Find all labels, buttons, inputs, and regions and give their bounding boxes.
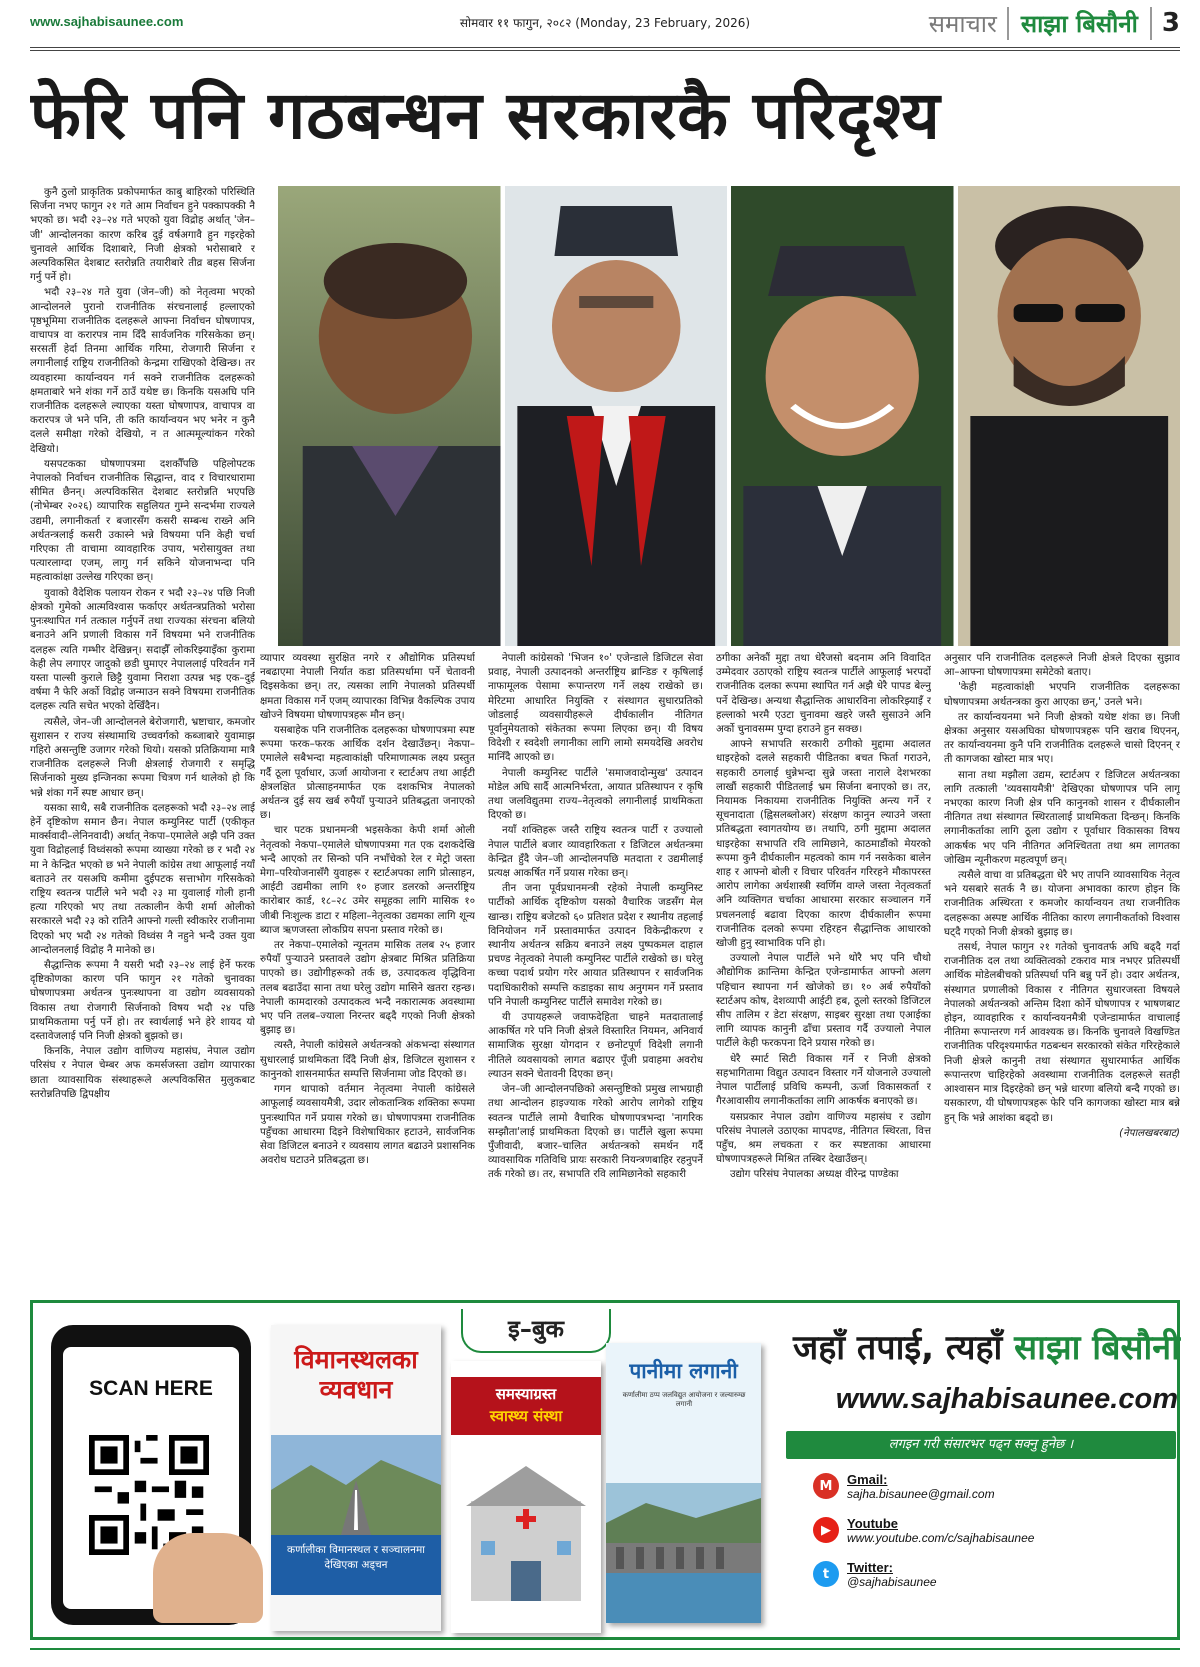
book-title-band (451, 1377, 601, 1435)
article-column-4 (716, 652, 931, 1280)
scan-here-label: SCAN HERE (89, 1377, 213, 1400)
brand-name: साझा बिसौनी (1009, 7, 1152, 40)
site-url[interactable]: www.sajhabisaunee.com (30, 14, 184, 29)
source-credit: (नेपालखबरबाट) (1119, 1127, 1180, 1139)
slogan-brand: साझा बिसौनी (1014, 1328, 1180, 1368)
paragraph: आफ्ने सभापति सरकारी ठगीको मुद्दामा अदालत धाइरहेको दलले सहकारी पीडितका बचत फिर्ता गराउने, सहकारी ठगलाई धुन्नेभन्दा सुन्ने जस्ता नाराले देशभरका लाखौं सहकारी पीडितलाई भ्रम सिर्जना बनाएको छ। तर, नियामक निकायमा राजनीतिक नियुक्ति अन्त्य गर्ने र सूचनादाता (ह्विसलब्लोअर) संरक्षण कानुन ल्याउने जस्ता प्रतिबद्धता स्वागतयोग्य छ। तथापि, ठगी मुद्दामा अदालत धाइरहेका सभापति रवि लामिछाने, काठमाडौंको मेयरको रूपमा कुनै दीर्घकालीन महत्वको काम गर्न नसकेका बालेन शाह र आफ्नो बोली र विचार परिवर्तन गरिरहने मौकापरस्त आरोप लागेका अर्थशास्त्री स्वर्णिम वाग्ले जस्ता नेतृत्वकर्ता अनि व्यक्तिगत चर्चाका आधारमा सरकार सञ्चालन गर्ने प्रचलनलाई बढावा दिएका कारण दीर्घकालीन रूपमा राजनीतिक दलको रूपमा रहिरहन सैद्धान्तिक आधारको खोजी हुनु स्वाभाविक पनि हो। (716, 739, 931, 950)
paragraph: उज्यालो नेपाल पार्टीले भने थोरै भए पनि चौथो औद्योगिक क्रान्तिमा केन्द्रित एजेन्डामार्फत आफ्नो अलग पहिचान स्थापना गर्न खोजेको छ। १० अर्ब रुपैयाँको स्टार्टअप कोष, देशव्यापी आईटी हब, ठूलो स्तरको डिजिटल सीप तालिम र डेटा संरक्षण, साइबर सुरक्षा तथा एआईका लागि व्यापक कानुनी ढाँचा प्रस्ताव गर्दै उज्यालो नेपाल पार्टीले केही फरकपना दिने प्रयास गरेको छ। (716, 953, 931, 1050)
article-column-2 (260, 652, 475, 1280)
contact-text (847, 1473, 995, 1501)
book-subtitle: कर्णालीमा ठप्प जलविद्युत आयोजना र जल्यारुम्छ लगानी (622, 1391, 746, 1408)
footer-rule (30, 1648, 1180, 1650)
paragraph: तसर्थ, नेपाल फागुन २१ गतेको चुनावतर्फ अघि बढ्दै गर्दा राजनीतिक दल तथा व्यक्तित्वको टकराव मात्र नभएर प्रतिस्पर्धी आर्थिक मोडेलबीचको प्रतिस्पर्धा पनि बन्नु पर्ने हो। उदार अर्थतन्त्र, संस्थागत प्रणालीको विकास र नीतिगत सुधारजस्ता विषयले नेपालको अर्थतन्त्रको अन्तिम दिशा कोर्ने घोषणापत्र र भाषणबाट होइन, व्यावहारिक र कार्यान्वयनमैत्री एजेन्डामार्फत वाचालाई नीतिमा रूपान्तरण गर्न आवश्यक छ। किनकि चुनावले विखण्डित राजनीतिक परिदृश्यमार्फत गठबन्धन सरकारको संकेत गरिरहेकाले निजी क्षेत्रले कानुनी तथा संस्थागत सुधारमार्फत आर्थिक रूपान्तरण चाहिरहेको अवस्थामा राजनीतिक दलहरूले सतही आश्वासन मात्र दिइरहेको छन् भन्ने धारणा बलियो बन्दै गएको छ। यसकारण, यी घोषणापत्रहरू फेरि पनि कागजका खोस्टा मात्र बन्ने हुन् कि भन्ने आशंका बढ्दो छ। (944, 942, 1180, 1124)
photo-leader-2 (505, 186, 728, 646)
hand-illustration (153, 1533, 263, 1623)
ad-login-strip: लगइन गरी संसारभर पढ्न सक्नु हुनेछ । (786, 1431, 1176, 1459)
ebook-label: इ–बुक (461, 1309, 611, 1353)
dam-illustration (606, 1483, 761, 1623)
paragraph: यसप्रकार नेपाल उद्योग वाणिज्य महासंघ र उद्योग परिसंघ नेपालले उठाएका मापदण्ड, नीतिगत स्थिरता, वित्त पहुँच, श्रम लचकता र कर स्पष्टताका आधारमा घोषणापत्रहरूले मिश्रित तस्बिर देखाउँछन्। (716, 1111, 931, 1166)
runway-illustration (271, 1435, 441, 1535)
paragraph: सैद्धान्तिक रूपमा नै यसरी भदौ २३–२४ लाई हेर्ने फरक दृष्टिकोणका कारण पनि फागुन २१ गतेको चुनावका घोषणापत्रमा अर्थतन्त्र पुनःस्थापना वा उद्योग व्यवसायको विकास तथा रोजगारी सिर्जनाको विषय भदौ २४ पछि प्राथमिकतामा पर्नु पर्ने हो। तर स्वार्थलाई भने हेरे शायद यो दस्तावेजलाई पनि निजी क्षेत्रको बुझको छ। (30, 959, 255, 1042)
paragraph: व्यापार व्यवस्था सुरक्षित नगरे र औद्योगिक प्रतिस्पर्धा नबढाएमा नेपाली निर्यात कडा प्रतिस्पर्धामा पर्ने चेतावनी दिइसकेका छन्। तर, त्यसका लागि नेपालको प्रतिस्पर्धी क्षमता विकास गर्ने एजम् व्यापारका विभिन्न वैकल्पिक उपाय खोज्ने विषयमा घोषणापत्रहरू मौन छन्। (260, 653, 475, 721)
header-rule-second (30, 50, 1180, 51)
book-subtitle: स्वास्थ्य संस्था (489, 1407, 563, 1425)
paragraph: त्यसैले वाचा वा प्रतिबद्धता धेरै भए तापनि व्यावसायिक नेतृत्व भने यसबारे सतर्क नै छ। योजना अभावका कारण होइन कि राजनीतिक अस्थिरता र कमजोर कार्यान्वयन तथा राजनीतिक दलहरूका अस्पष्ट आर्थिक नीतिका कारण लगानीकर्ताको विश्वास घट्दै गएको निजी क्षेत्रको बुझाइ छ। (944, 870, 1180, 938)
paragraph: तर नेकपा–एमालेको न्यूनतम मासिक तलब २५ हजार रुपैयाँ पुऱ्याउने प्रस्तावले उद्योग क्षेत्रबाट मिश्रित प्रतिक्रिया पाएको छ। उद्योगीहरूको तर्क छ, उत्पादकत्व वृद्धिविना तलब बढाउँदा साना तथा घरेलु उद्योग मासिने खतरा रहन्छ। नेपाली कामदारको उत्पादकत्व भन्दै नकारात्मक अवस्थामा भए पनि तलब–ज्याला निरन्तर बढ्दै गएको निजी क्षेत्रको बुझाइ छ। (260, 940, 475, 1037)
gmail-icon: M (813, 1473, 839, 1499)
header-rule (30, 47, 1180, 48)
contact-text (847, 1561, 937, 1589)
photo-leader-4 (958, 186, 1181, 646)
book-cover-health[interactable] (451, 1361, 601, 1633)
section-label: समाचार (929, 7, 1009, 40)
book-title: पानीमा लगानी (629, 1359, 738, 1383)
paragraph: किनकि, नेपाल उद्योग वाणिज्य महासंघ, नेपाल उद्योग परिसंघ र नेपाल चेम्बर अफ कमर्सजस्ता उद्योग व्यापारका छाता व्यावसायिक संस्थाहरूले अल्पविकसित मुलुकबाट स्तरोन्नतिपछि द्विपक्षीय (30, 1046, 255, 1100)
book-cover-hydro[interactable] (606, 1343, 761, 1623)
paragraph: ठगीका अनेकौं मुद्दा तथा धेरैजसो बदनाम अनि विवादित उम्मेदवार उठाएको राष्ट्रिय स्वतन्त्र पार्टीले आफूलाई भरपर्दो राजनीतिक दलका रूपमा स्थापित गर्न अझै धेरै पापड बेल्नु पर्ने देखिन्छ। अन्यथा सैद्धान्तिक आधारविना लोकरिझ्याइँ र हल्लाको भरमै एउटा चुनावमा खहरे जस्तै सुसाउने अनि अर्को चुनावसम्म पुग्दा हराउने हुन सक्छ। (716, 653, 931, 736)
paragraph: तीन जना पूर्वप्रधानमन्त्री रहेको नेपाली कम्युनिस्ट पार्टीको आर्थिक दृष्टिकोण यसको वैचारिक जडसँग मेल खान्छ। राष्ट्रिय बजेटको ६० प्रतिशत प्रदेश र स्थानीय तहलाई विनियोजन गर्ने प्रस्तावमार्फत उत्पादन विकेन्द्रीकरण र स्थानीय अर्थतन्त्र सक्रिय बनाउने लक्ष्य पुष्पकमल दाहाल प्रचण्ड नेतृत्वको नेपाली कम्युनिस्ट पार्टीले राखेको छ। घरेलु कच्चा पदार्थ प्रयोग गरेर आयात प्रतिस्थापन र सार्वजनिक पदाधिकारीको सम्पत्ति कडाइका साथ अनुगमन गर्ने प्रस्ताव पनि नेपाली कम्युनिस्ट पार्टीले समावेश गरेको छ। (488, 883, 703, 1008)
paragraph: नेपाली कम्युनिस्ट पार्टीले 'समाजवादोन्मुख' उत्पादन मोडेल अघि सार्दै आत्मनिर्भरता, आयात प्रतिस्थापन र कृषि तथा जलविद्युतमा राज्य–नेतृत्वको लगानीलाई प्राथमिकता दिएको छ। (488, 767, 703, 822)
contact-gmail[interactable] (813, 1473, 995, 1501)
paragraph: 'केही महत्वाकांक्षी भएपनि राजनीतिक दलहरूका घोषणापत्रमा अर्थतन्त्रका कुरा आएका छन्,' उनले भने। (944, 682, 1180, 708)
contact-label: Youtube (847, 1516, 899, 1531)
paragraph: यी उपायहरूले जवाफदेहिता चाहने मतदातालाई आकर्षित गरे पनि निजी क्षेत्रले विस्तारित नियमन, अनिवार्य सामाजिक सुरक्षा योगदान र छनोटपूर्ण विदेशी लगानी नीतिले व्यवसायको लागत बढाएर पूँजी प्रवाहमा अवरोध ल्याउन सक्ने चेतावनी दिएका छन्। (488, 1012, 703, 1080)
paragraph: साना तथा मझौला उद्यम, स्टार्टअप र डिजिटल अर्थतन्त्रका लागि तत्काली 'व्यवसायमैत्री' देखिएका घोषणापत्र पनि लागू नभएका कारण निजी क्षेत्र पनि कानुनको शासन र दीर्घकालीन नीतिगत तथा संस्थागत स्थिरतालाई प्राथमिकता दिन्छन्। किनकि लगानीकर्ताका लागि ठूला उद्योग र पूर्वाधार विकासका विषय आकर्षक भए पनि नीतिगत अनिश्चितता तथा श्रम लागतका जोखिम न्यूनीकरण महत्वपूर्ण छन्। (944, 769, 1180, 866)
contact-label: Twitter: (847, 1560, 893, 1575)
paragraph: यसबाहेक पनि राजनीतिक दलहरूका घोषणापत्रमा स्पष्ट रूपमा फरक–फरक आर्थिक दर्शन देखाउँछन्। नेकपा–एमालेले सबैभन्दा महत्वाकांक्षी परिमाणात्मक लक्ष्य प्रस्तुत गर्दै ठूला पूर्वाधार, ऊर्जा आयोजना र स्टार्टअप तथा आईटी क्षेत्रलक्षित प्रोत्साहनमार्फत एक दशकभित्र नेपालको अर्थतन्त्र दुई सय खर्ब रुपैयाँ पुऱ्याउने प्रतिबद्धता जनाएको छ। (260, 725, 475, 822)
ad-website-url[interactable]: www.sajhabisaunee.com (835, 1383, 1178, 1415)
photo-leader-3 (731, 186, 954, 646)
paragraph: युवाको वैदेशिक पलायन रोकन र भदौ २३–२४ पछि निजी क्षेत्रको गुमेको आत्मविश्वास फर्काएर अर्थतन्त्रप्रतिको भरोसा पुनःस्थापित गर्न तत्काल गर्नुपर्ने तथा राज्यका संरचना बलियो बनाउने अनि प्रणाली विकास गर्ने विषयमा भने राजनीतिक दलहरू त्यति गम्भीर देखिन्नन्। सदाझैँ लोकरिझ्याइँका कुरामा केही लेप लगाएर जादुको छडी घुमाएर नेपाललाई परिवर्तन गर्ने यस्ता पाल्सी कुराले छिट्टै युवामा निराशा उत्पन्न भइ एक–दुई वर्षमा नै फेरि अर्को विद्रोह जन्माउन सक्ने विषयमा राजनीतिक दलहरू त्यति सचेत भएको देखिँदैन। (30, 587, 255, 713)
slogan-text: जहाँ तपाई, त्यहाँ (793, 1328, 1003, 1368)
politician-photos (278, 186, 1180, 646)
paragraph: त्यस्तै, नेपाली कांग्रेसले अर्थतन्त्रको अंकभन्दा संस्थागत सुधारलाई प्राथमिकता दिँदै निजी क्षेत्र, डिजिटल सुशासन र कानुनको शासनमार्फत सम्पत्ति सिर्जनामा जोड दिएको छ। (260, 1040, 475, 1080)
paragraph: गगन थापाको वर्तमान नेतृत्वमा नेपाली कांग्रेसले आफूलाई व्यवसायमैत्री, उदार लोकतान्त्रिक शक्तिका रूपमा पुनःस्थापित गर्ने प्रयास गरेको छ। घोषणापत्रमा राजनीतिक पहुँचका आधारमा दिइने विशेषाधिकार हटाउने, सार्वजनिक सेवा डिजिटल बनाउने र व्यवसाय लागत बढाउने प्रशासनिक अवरोध घटाउने प्रतिबद्धता छ। (260, 1084, 475, 1167)
paragraph: त्यसैले, जेन–जी आन्दोलनले बेरोजगारी, भ्रष्टाचार, कमजोर सुशासन र राज्य संस्थामाथि उच्चवर्गको कब्जाबारे युवामाझ गहिरो असन्तुष्टि उजागर गरेको थियो। यसको प्रतिक्रियामा मात्रै राजनीतिक दलहरूले निजी क्षेत्रलाई रोजगारी र समृद्धि सिर्जनाको मुख्य इन्जिनका रूपमा चित्रण गर्न थालेको हो कि भन्ने शंका गर्ने स्पष्ट आधार छन्। (30, 716, 255, 799)
paragraph: अनुसार पनि राजनीतिक दलहरूले निजी क्षेत्रले दिएका सुझाव आ–आफ्ना घोषणापत्रमा समेटेको बताए। (944, 653, 1180, 679)
contact-value[interactable]: sajha.bisaunee@gmail.com (847, 1487, 995, 1501)
page-number: 3 (1161, 8, 1180, 38)
book-title: विमानस्थलका व्यवधान (294, 1345, 418, 1404)
contact-youtube[interactable] (813, 1517, 1034, 1545)
contact-value[interactable]: www.youtube.com/c/sajhabisaunee (847, 1531, 1035, 1545)
ad-slogan (793, 1323, 1180, 1369)
twitter-icon: t (813, 1561, 839, 1587)
ebook-advertisement[interactable] (30, 1300, 1180, 1640)
headline: फेरि पनि गठबन्धन सरकारकै परिदृश्य (30, 77, 941, 154)
paragraph: नयाँ शक्तिहरू जस्तै राष्ट्रिय स्वतन्त्र पार्टी र उज्यालो नेपाल पार्टीले बजार व्यावहारिकता र डिजिटल अर्थतन्त्रमा केन्द्रित हुँदै जेन–जी आन्दोलनपछि मतदाता र उद्यमीलाई प्रत्यक्ष आकर्षित गर्ने प्रयास गरेका छन्। (488, 825, 703, 880)
article-column-3 (488, 652, 703, 1280)
book-cover-airport[interactable] (271, 1325, 441, 1631)
paragraph: नेपाली कांग्रेसको 'भिजन १०' एजेन्डाले डिजिटल सेवा प्रवाह, नेपाली उत्पादनको अन्तर्राष्ट्रिय ब्रान्डिङ र कृषिलाई नाफामूलक पेसामा रूपान्तरण गर्ने लक्ष्य राखेको छ। मेरिटमा आधारित नियुक्ति र संस्थागत सुधारप्रतिको जोडलाई व्यवसायीहरूले दीर्घकालीन नीतिगत पूर्वानुमेयताको संकेतका रूपमा लिएका छन्। यी विषय विदेशी र स्वदेशी लगानीका लागि लामो समयदेखि अवरोध मानिँदै आएको छ। (488, 653, 703, 764)
paragraph: भदौ २३–२४ गते युवा (जेन–जी) को नेतृत्वमा भएको आन्दोलनले पुरानो राजनीतिक संरचनालाई हल्लाएको पृष्ठभूमिमा राजनीतिक दलहरूले आफ्ना निर्वाचन घोषणापत्र, वाचापत्र वा करारपत्र नाम दिँदै सार्वजनिक गरिसकेका छन्। सरसर्ती हेर्दा तिनमा आर्थिक गरिमा, रोजगारी सिर्जना र लगानीलाई राष्ट्रिय राजनीतिको केन्द्रमा राखिएको देखिन्छ। तर व्यवहारमा कार्यान्वयन गर्न सक्ने राजनीतिक दलहरूको क्षमताबारे भने शंका गर्ने ठाउँ यथेष्ट छ। किनकि यसअघि पनि राजनीतिक दलहरूले ल्याएका यस्ता घोषणापत्र, वाचापत्र वा करारपत्र जे भने पनि, ती कति कार्यान्वयन भए भनेर न कुनै दलले समीक्षा गरेको देखियो, न त आत्ममूल्यांकन गरेको देखियो। (30, 287, 255, 455)
header-right (929, 6, 1180, 40)
youtube-icon: ▶ (813, 1517, 839, 1543)
paragraph: कुनै ठुलो प्राकृतिक प्रकोपमार्फत काबु बाहिरको परिस्थिति सिर्जना नभए फागुन २१ गते आम निर्वाचन हुने पक्कापक्की नै भएको छ। भदौ २३–२४ गते भएको युवा विद्रोह अर्थात् 'जेन–जी' आन्दोलनका कारण करिब दुई वर्षअगावै हुन गइरहेको चुनावले आर्थिक दिशाबारे, निजी क्षेत्रको भरोसाबारे र अल्पविकसित देशबाट स्तरोन्नति तयारीबारे तीव्र बहस सिर्जना गर्नु पर्ने हो। (30, 187, 255, 284)
article-column-1 (30, 186, 255, 1280)
paragraph: उद्योग परिसंघ नेपालका अध्यक्ष वीरेन्द्र पाण्डेका (730, 1169, 899, 1181)
contact-twitter[interactable] (813, 1561, 937, 1589)
contact-label: Gmail: (847, 1472, 888, 1487)
hospital-icon (461, 1461, 591, 1611)
paragraph: यसपटकका घोषणापत्रमा दशकौँपछि पहिलोपटक नेपालको निर्वाचन राजनीतिक सिद्धान्त, वाद र विचारधारामा सीमित छैनन्। अल्पविकसित देशबाट स्तरोन्नति भएपछि (नोभेम्बर २०२६) व्यापारिक सहुलियत गुम्ने सन्दर्भमा राज्यले उद्यमी, लगानीकर्ता र बजारसँग कसरी सम्बन्ध राख्ने अनि अर्थतन्त्रलाई कसरी उकास्ने भन्ने विषयमा पनि केही चर्चा गरिएका ती वाचामा व्यावहारिक उपाय, भरोसायुक्त तथा पत्यारलाग्दा एजम्, लागु गर्न सकिने योजनाभन्दा पनि महत्वाकांक्षा उल्लेख गरिएका छन्। (30, 458, 255, 584)
paragraph: यसका साथै, सबै राजनीतिक दलहरूको भदौ २३–२४ लाई हेर्ने दृष्टिकोण समान छैन। नेपाल कम्युनिस्ट पार्टी (एकीकृत मार्क्सवादी–लेनिनवादी) अर्थात् नेकपा–एमालेले अझै पनि उक्त युवा विद्रोहलाई विध्वंसको रूपमा व्याख्या गरेको छ र भदौ २४ मा ने केन्द्रित भएको छ भने नेपाली कांग्रेस तथा आफूलाई नयाँ बताउने तर यसअघि कमीमा दुईपटक सत्ताभोग गरिसकेको राष्ट्रिय स्वतन्त्र पार्टीले भने भदौ २३ मा युवालाई गोली हानी हत्या गरिएको भए तथा तत्कालीन केपी शर्मा ओलीको सरकारले भदौ २३ को रातिनै आफ्नो गल्ती स्वीकारेर राजीनामा दिएको भए भदौ २४ गतेको विध्वंस नै नहुने भन्दै उक्त युवा आन्दोलनलाई विद्रोह नै मानेको छ। (30, 802, 255, 956)
article-column-5 (944, 652, 1180, 1280)
contact-text (847, 1517, 1034, 1545)
paragraph: तर कार्यान्वयनमा भने निजी क्षेत्रको यथेष्ट शंका छ। निजी क्षेत्रका अनुसार यसअघिका घोषणापत्रहरू पनि खराब थिएनन्, तर कार्यान्वयनमा कुनै पनि राजनीतिक दलहरूले चासो दिएनन् र ती कागजका खोस्टा मात्र भए। (944, 711, 1180, 766)
contact-value[interactable]: @sajhabisaunee (847, 1575, 937, 1589)
page-header (30, 6, 1180, 46)
photo-leader-1 (278, 186, 501, 646)
paragraph: धेरै स्मार्ट सिटी विकास गर्ने र निजी क्षेत्रको सहभागितामा विद्युत उत्पादन विस्तार गर्ने योजनाले उज्यालो नेपाल पार्टीलाई प्रविधि कम्पनी, ऊर्जा विकासकर्ता र गैरआवासीय लगानीकर्ताका लागि आकर्षक बनाएको छ। (716, 1053, 931, 1108)
book-subtitle: कर्णालीका विमानस्थल र सञ्चालनमा देखिएका अड्चन (271, 1535, 441, 1595)
book-title: समस्याग्रस्त (495, 1385, 557, 1403)
paragraph: जेन–जी आन्दोलनपछिको असन्तुष्टिको प्रमुख लाभग्राही तथा आन्दोलन हाइज्याक गरेको आरोप लागेको राष्ट्रिय स्वतन्त्र पार्टीले लामो वैचारिक घोषणापत्रभन्दा 'नागरिक सम्झौता'लाई प्राथमिकता दिएको छ। पार्टीले खुला रूपमा पुँजीवादी, बजार–चालित अर्थतन्त्रको समर्थन गर्दै व्यावसायिक गतिविधि प्रायः सरकारी नियन्त्रणबाहिर रहनुपर्ने तर्क गरेको छ। तर, सभापति रवि लामिछानेको सहकारी (488, 1084, 703, 1181)
paragraph: चार पटक प्रधानमन्त्री भइसकेका केपी शर्मा ओली नेतृत्वको नेकपा–एमालेले घोषणापत्रमा गत एक दशकदेखि भन्दै आएको तर सिन्को पनि नभाँचेको रेल र मेट्रो जस्ता मेगा–परियोजनासँगै युवाहरू र स्टार्टअपका लागि प्रोत्साहन, आईटी उद्यमीका लागि १० हजार डलरको अन्तर्राष्ट्रिय कारोबार कार्ड, १८–२८ उमेर समूहका लागि मासिक १० जीबी निःशुल्क डाटा र महिला–नेतृत्वका उद्यमका लागि शून्य ब्याज ऋणजस्ता लोकप्रिय सपना प्रस्ताव गरेको छ। (260, 825, 475, 936)
issue-date: सोमवार ११ फागुन, २०८२ (Monday, 23 February, 2026) (459, 16, 751, 30)
